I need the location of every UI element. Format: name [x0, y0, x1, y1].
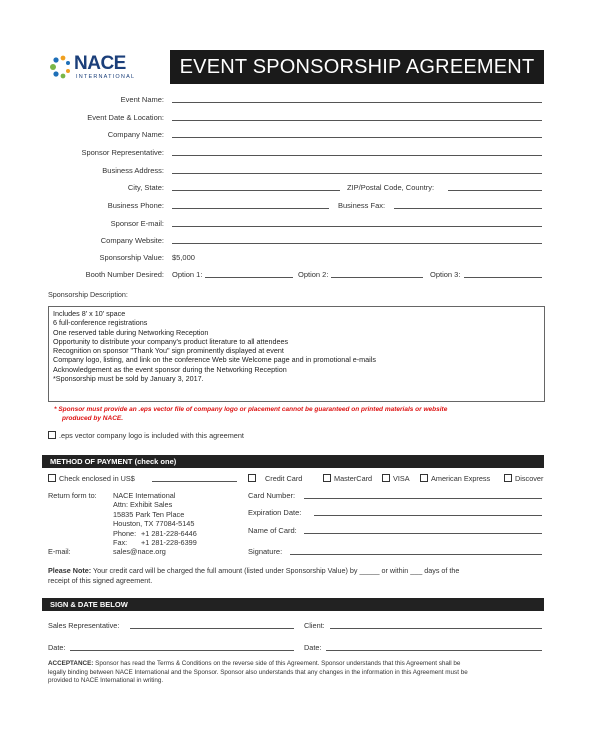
logo-warning-line2: produced by NACE.	[62, 415, 124, 422]
credit-card-label: Credit Card	[265, 474, 303, 483]
eps-check-label: .eps vector company logo is included with this agreement	[59, 431, 244, 440]
description-box[interactable]	[48, 306, 545, 402]
sales-rep-field[interactable]	[130, 628, 294, 629]
page-title: EVENT SPONSORSHIP AGREEMENT	[170, 50, 544, 84]
logo	[48, 52, 158, 82]
return-label: Return form to:	[48, 491, 97, 500]
sales-rep-label: Sales Representative:	[48, 621, 120, 630]
nace-logo-icon	[48, 54, 74, 80]
sign-header: SIGN & DATE BELOW	[42, 598, 544, 611]
note-bold: Please Note:	[48, 566, 92, 575]
event-date-field[interactable]	[172, 120, 542, 121]
sponsor-email-label: Sponsor E-mail:	[110, 219, 164, 228]
company-website-label: Company Website:	[100, 236, 164, 245]
description-line: One reserved table during Networking Reception	[53, 327, 209, 337]
event-name-field[interactable]	[172, 102, 542, 103]
expiration-label: Expiration Date:	[248, 508, 302, 517]
logo-name: NACE	[74, 53, 126, 74]
address-line: Houston, TX 77084-5145	[113, 519, 195, 529]
description-label: Sponsorship Description:	[48, 290, 128, 299]
check-enclosed-label: Check enclosed in US$	[59, 474, 135, 483]
description-line: Includes 8' x 10' space	[53, 309, 126, 318]
date1-label: Date:	[48, 643, 66, 652]
visa-row[interactable]	[382, 474, 410, 483]
sponsorship-value-label: Sponsorship Value:	[99, 253, 164, 262]
description-line: Opportunity to distribute your company's product literature to all attendees	[53, 336, 289, 346]
note-text2: receipt of this signed agreement.	[48, 575, 153, 585]
company-website-field[interactable]	[172, 243, 542, 244]
visa-label: VISA	[393, 474, 410, 483]
signature-label: Signature:	[248, 547, 283, 556]
description-line: Recognition on sponsor "Thank You" sign prominently displayed at event	[53, 346, 284, 356]
logo-warning-line1: * Sponsor must provide an .eps vector file of company logo or placement cannot be guaranteed on printed materials or website	[54, 406, 448, 413]
address-line: Attn: Exhibit Sales	[113, 500, 173, 510]
description-line: Company logo, listing, and link on the conference Web site Welcome page and in promotional e-mails	[53, 355, 376, 365]
acceptance-text	[48, 660, 548, 686]
name-on-card-field[interactable]	[304, 533, 542, 534]
check-enclosed-checkbox[interactable]	[48, 474, 56, 482]
zip-label: ZIP/Postal Code, Country:	[347, 183, 435, 192]
business-phone-label: Business Phone:	[107, 201, 164, 210]
business-phone-field[interactable]	[172, 208, 329, 209]
name-on-card-label: Name of Card:	[248, 526, 297, 535]
sponsorship-value: $5,000	[172, 253, 195, 262]
option2-label: Option 2:	[298, 270, 329, 279]
mastercard-label: MasterCard	[334, 474, 373, 483]
credit-card-checkbox[interactable]	[248, 474, 256, 482]
expiration-field[interactable]	[314, 515, 542, 516]
acceptance-line3: provided to NACE International in writing.	[48, 677, 164, 685]
mastercard-checkbox[interactable]	[323, 474, 331, 482]
check-amount-field[interactable]	[152, 481, 237, 482]
discover-row[interactable]	[504, 474, 543, 483]
acceptance-line2: legally binding between NACE International and the Sponsor. Sponsor also understands that any changes in the information in this Agreement must be	[48, 668, 468, 676]
city-state-field[interactable]	[172, 190, 340, 191]
client-label: Client:	[304, 621, 325, 630]
payment-header: METHOD OF PAYMENT (check one)	[42, 455, 544, 468]
option1-field[interactable]	[205, 277, 293, 278]
payment-note	[48, 566, 459, 585]
sponsor-email-field[interactable]	[172, 226, 542, 227]
logo-subtitle: INTERNATIONAL	[76, 74, 136, 80]
zip-field[interactable]	[448, 190, 542, 191]
address-line: NACE International	[113, 491, 176, 500]
option3-label: Option 3:	[430, 270, 461, 279]
city-state-label: City, State:	[127, 183, 164, 192]
check-enclosed-row[interactable]	[48, 474, 135, 483]
description-line: *Sponsorship must be sold by January 3, 2017.	[53, 374, 204, 384]
amex-row[interactable]	[420, 474, 490, 483]
company-name-field[interactable]	[172, 137, 542, 138]
credit-card-row[interactable]	[248, 474, 302, 483]
date2-field[interactable]	[326, 650, 542, 651]
amex-label: American Express	[431, 474, 491, 483]
card-number-label: Card Number:	[248, 491, 296, 500]
email-label: E-mail:	[48, 547, 71, 556]
return-address	[113, 491, 197, 547]
amex-checkbox[interactable]	[420, 474, 428, 482]
description-line: 6 full-conference registrations	[53, 318, 148, 328]
option1-label: Option 1:	[172, 270, 203, 279]
email-value: sales@nace.org	[113, 547, 166, 556]
discover-checkbox[interactable]	[504, 474, 512, 482]
address-line: 15835 Park Ten Place	[113, 509, 185, 519]
phone-label: Phone:	[113, 528, 137, 538]
fax-label: Fax:	[113, 538, 128, 548]
eps-check-row[interactable]	[48, 431, 244, 440]
acceptance-line1: Sponsor has read the Terms & Conditions on the reverse side of this Agreement. Sponsor understands that this Agreement shall be	[93, 660, 461, 667]
visa-checkbox[interactable]	[382, 474, 390, 482]
business-fax-field[interactable]	[394, 208, 542, 209]
phone-value: +1 281-228-6446	[141, 528, 197, 538]
sponsor-rep-field[interactable]	[172, 155, 542, 156]
event-name-label: Event Name:	[120, 95, 164, 104]
discover-label: Discover	[515, 474, 544, 483]
business-fax-label: Business Fax:	[338, 201, 386, 210]
booth-label: Booth Number Desired:	[85, 270, 164, 279]
date2-label: Date:	[304, 643, 322, 652]
option2-field[interactable]	[331, 277, 423, 278]
signature-field[interactable]	[290, 554, 542, 555]
note-text: Your credit card will be charged the full amount (listed under Sponsorship Value) by _____ or within ___ days of the	[91, 566, 460, 575]
eps-checkbox[interactable]	[48, 431, 56, 439]
fax-value: +1 281-228-6399	[141, 538, 197, 548]
mastercard-row[interactable]	[323, 474, 372, 483]
sponsor-rep-label: Sponsor Representative:	[81, 148, 164, 157]
card-number-field[interactable]	[304, 498, 542, 499]
acceptance-bold: ACCEPTANCE:	[48, 660, 94, 667]
date1-field[interactable]	[70, 650, 294, 651]
option3-field[interactable]	[464, 277, 542, 278]
event-date-label: Event Date & Location:	[87, 113, 164, 122]
business-address-label: Business Address:	[102, 166, 164, 175]
client-field[interactable]	[330, 628, 542, 629]
description-line: Acknowledgement as the event sponsor during the Networking Reception	[53, 364, 287, 374]
company-name-label: Company Name:	[107, 130, 164, 139]
business-address-field[interactable]	[172, 173, 542, 174]
